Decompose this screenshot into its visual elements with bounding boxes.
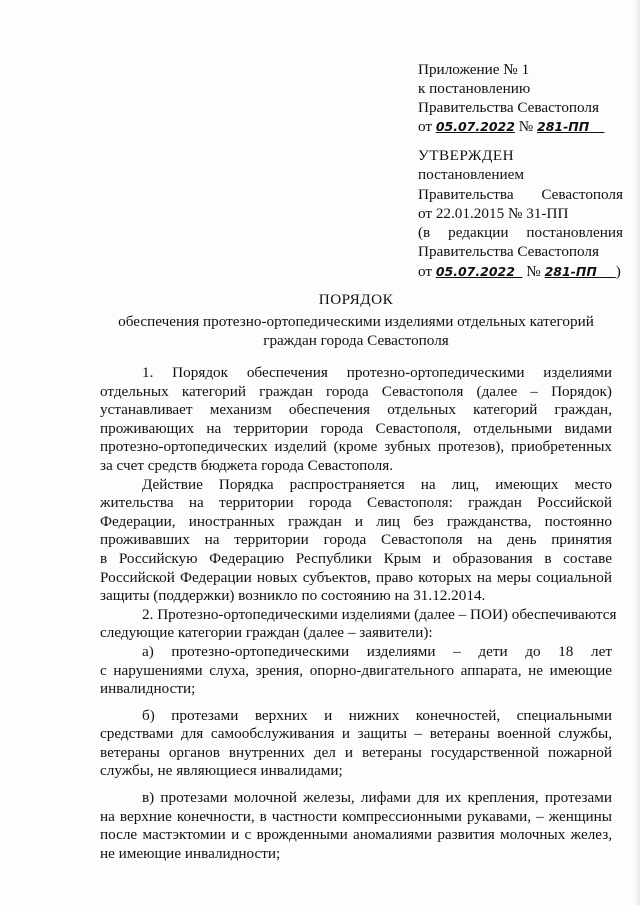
title-subline: обеспечения протезно-ортопедическими изделиями отдельных категорий xyxy=(118,313,594,330)
text-line: устанавливает механизм обеспечения отдельных категорий граждан, xyxy=(100,401,612,419)
approved-line: Правительства Севастополя xyxy=(418,243,599,261)
text-line: за счет средств бюджета города Севастополя. xyxy=(100,456,394,474)
handwritten-date: 05.07.2022 xyxy=(435,263,515,279)
approved-line: Правительства Севастополя xyxy=(418,185,623,203)
handwritten-date: 05.07.2022 xyxy=(435,119,515,134)
scan-edge-shadow xyxy=(634,0,640,905)
text-line: не имеющие инвалидности; xyxy=(100,844,281,862)
text-line: б) протезами верхних и нижних конечностей, специальными xyxy=(142,706,612,724)
text-line: отдельных категорий граждан города Севастополя (далее – Порядок) xyxy=(100,382,612,400)
appendix-line: к постановлению xyxy=(418,80,531,97)
text-line: следующие категории граждан (далее – заявители): xyxy=(100,624,433,642)
text-line: после мастэктомии и с врожденными аномалиями развития молочных желез, xyxy=(100,826,612,844)
list-item-c xyxy=(100,789,612,863)
approved-heading: УТВЕРЖДЕН xyxy=(418,147,515,164)
text-line: Действие Порядка распространяется на лиц, имеющих место xyxy=(142,475,612,493)
appendix-line: Приложение № 1 xyxy=(418,61,530,78)
text-line: средствами для самообслуживания и защиты – ветераны военной службы, xyxy=(100,725,612,743)
paragraph-3 xyxy=(100,605,617,643)
text-line: проживающих на территории города Севастополя, отдельными видами xyxy=(100,419,612,437)
from-label: от xyxy=(418,118,433,135)
from-label: от xyxy=(418,262,433,280)
text-line: а) протезно-ортопедическими изделиями – дети до 18 лет xyxy=(142,642,612,660)
appendix-block xyxy=(418,60,623,136)
approved-line: (в редакции постановления xyxy=(418,224,623,242)
text-line: ветераны органов внутренних дел и ветераны государственной пожарной xyxy=(100,743,612,761)
text-line: на верхние конечности, в частности компрессионными рукавами, – женщины xyxy=(100,807,612,825)
appendix-line: Правительства Севастополя xyxy=(418,99,599,116)
title-subline: граждан города Севастополя xyxy=(263,332,449,349)
appendix-date-line xyxy=(418,117,623,136)
text-line: жительства на территории города Севастополя: граждан Российской xyxy=(100,494,612,512)
text-line: 2. Протезно-ортопедическими изделиями (далее – ПОИ) обеспечиваются xyxy=(142,605,617,623)
text-line: Федерации, иностранных граждан и лиц без гражданства, постоянно xyxy=(100,512,612,530)
text-line: инвалидности; xyxy=(100,680,196,698)
text-line: с нарушениями слуха, зрения, опорно-двигательного аппарата, не имеющие xyxy=(100,661,612,679)
approved-line: постановлением xyxy=(418,166,525,184)
text-line: 1. Порядок обеспечения протезно-ортопедическими изделиями xyxy=(142,364,612,381)
closing-paren: ) xyxy=(615,262,621,280)
approved-line: от 22.01.2015 № 31-ПП xyxy=(418,204,569,222)
text-line: проживавших на территории города Севастополя на день принятия xyxy=(100,531,612,549)
text-line: в) протезами молочной железы, лифами для их крепления, протезами xyxy=(142,789,612,807)
handwritten-number: 281-ПП xyxy=(537,119,590,134)
handwritten-number: 281-ПП xyxy=(544,263,597,279)
text-line: протезно-ортопедических изделий (кроме зубных протезов), приобретенных xyxy=(100,438,612,456)
text-line: в Российскую Федерацию Республики Крым и образования в составе xyxy=(100,549,612,567)
number-label: № xyxy=(526,262,541,280)
document-body xyxy=(100,364,617,863)
text-line: Российской Федерации новых субъектов, право которых на меры социальной xyxy=(100,568,612,586)
text-line: службы, не являющиеся инвалидами; xyxy=(100,762,343,780)
list-item-a xyxy=(100,643,612,699)
number-label: № xyxy=(518,118,534,135)
document-title xyxy=(100,290,612,350)
title-heading: ПОРЯДОК xyxy=(318,291,394,308)
paragraph-1 xyxy=(100,364,612,476)
paragraph-2 xyxy=(100,476,612,606)
approval-block xyxy=(418,146,623,281)
approved-date-line xyxy=(418,262,623,281)
list-item-b xyxy=(100,707,612,781)
text-line: защиты (поддержки) возникло по состоянию на 31.12.2014. xyxy=(100,587,486,605)
